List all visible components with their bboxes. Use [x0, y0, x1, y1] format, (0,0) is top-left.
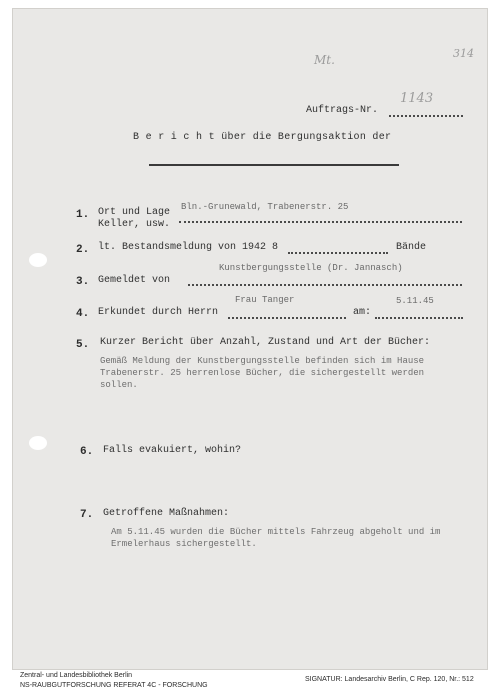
document-page	[12, 8, 488, 670]
item-7-label: Getroffene Maßnahmen:	[103, 508, 230, 519]
item-2-unit: Bände	[396, 242, 427, 253]
punch-hole-bottom	[29, 436, 47, 450]
item-4-dotted-line	[228, 317, 346, 319]
auftrag-number: 1143	[400, 91, 434, 106]
item-4-number: 4.	[76, 308, 90, 320]
footer-signature: SIGNATUR: Landesarchiv Berlin, C Rep. 120, Nr.: 512	[305, 676, 474, 683]
item-3-number: 3.	[76, 276, 90, 288]
item-5-label: Kurzer Bericht über Anzahl, Zustand und Art der Bücher:	[100, 337, 431, 348]
report-title: B e r i c h t über die Bergungsaktion der	[133, 132, 392, 143]
archive-page-number: 314	[453, 47, 474, 60]
auftrag-dotted-line	[389, 115, 463, 117]
auftrag-label: Auftrags-Nr.	[306, 105, 379, 116]
item-2-dotted-line	[288, 252, 388, 254]
item-7-text: Am 5.11.45 wurden die Bücher mittels Fahrzeug abgeholt und im Ermelerhaus sichergestellt.	[111, 527, 441, 549]
item-1-label-line1: Ort und Lage	[98, 207, 171, 218]
item-3-label: Gemeldet von	[98, 275, 171, 286]
title-underline	[149, 164, 399, 166]
footer-library-name: Zentral- und Landesbibliothek Berlin	[20, 672, 133, 679]
item-6-number: 6.	[80, 446, 94, 458]
item-1-dotted-line	[179, 221, 462, 223]
item-5-number: 5.	[76, 339, 90, 351]
item-1-number: 1.	[76, 209, 90, 221]
footer-department: NS-RAUBGUTFORSCHUNG REFERAT 4C - FORSCHUNG	[20, 682, 208, 689]
item-5-text: Gemäß Meldung der Kunstbergungsstelle befinden sich im Hause Trabenerstr. 25 herrenlose Bücher, die sichergestellt werden sollen.	[100, 356, 425, 390]
pencil-annotation: Mt.	[314, 53, 335, 67]
item-3-dotted-line	[188, 284, 462, 286]
item-4-value: Frau Tanger	[235, 295, 295, 305]
item-6-label: Falls evakuiert, wohin?	[103, 445, 242, 456]
item-3-value: Kunstbergungsstelle (Dr. Jannasch)	[219, 263, 403, 273]
item-2-number: 2.	[76, 244, 90, 256]
item-1-value: Bln.-Grunewald, Trabenerstr. 25	[181, 202, 349, 212]
item-1-label-line2: Keller, usw.	[98, 219, 171, 230]
item-4-date-label: am:	[353, 307, 372, 318]
item-4-label: Erkundet durch Herrn	[98, 307, 219, 318]
item-4-date-value: 5.11.45	[396, 296, 434, 306]
item-2-label: lt. Bestandsmeldung von 1942 8	[98, 242, 279, 253]
item-4-date-dotted-line	[375, 317, 463, 319]
item-7-number: 7.	[80, 509, 94, 521]
punch-hole-top	[29, 253, 47, 267]
